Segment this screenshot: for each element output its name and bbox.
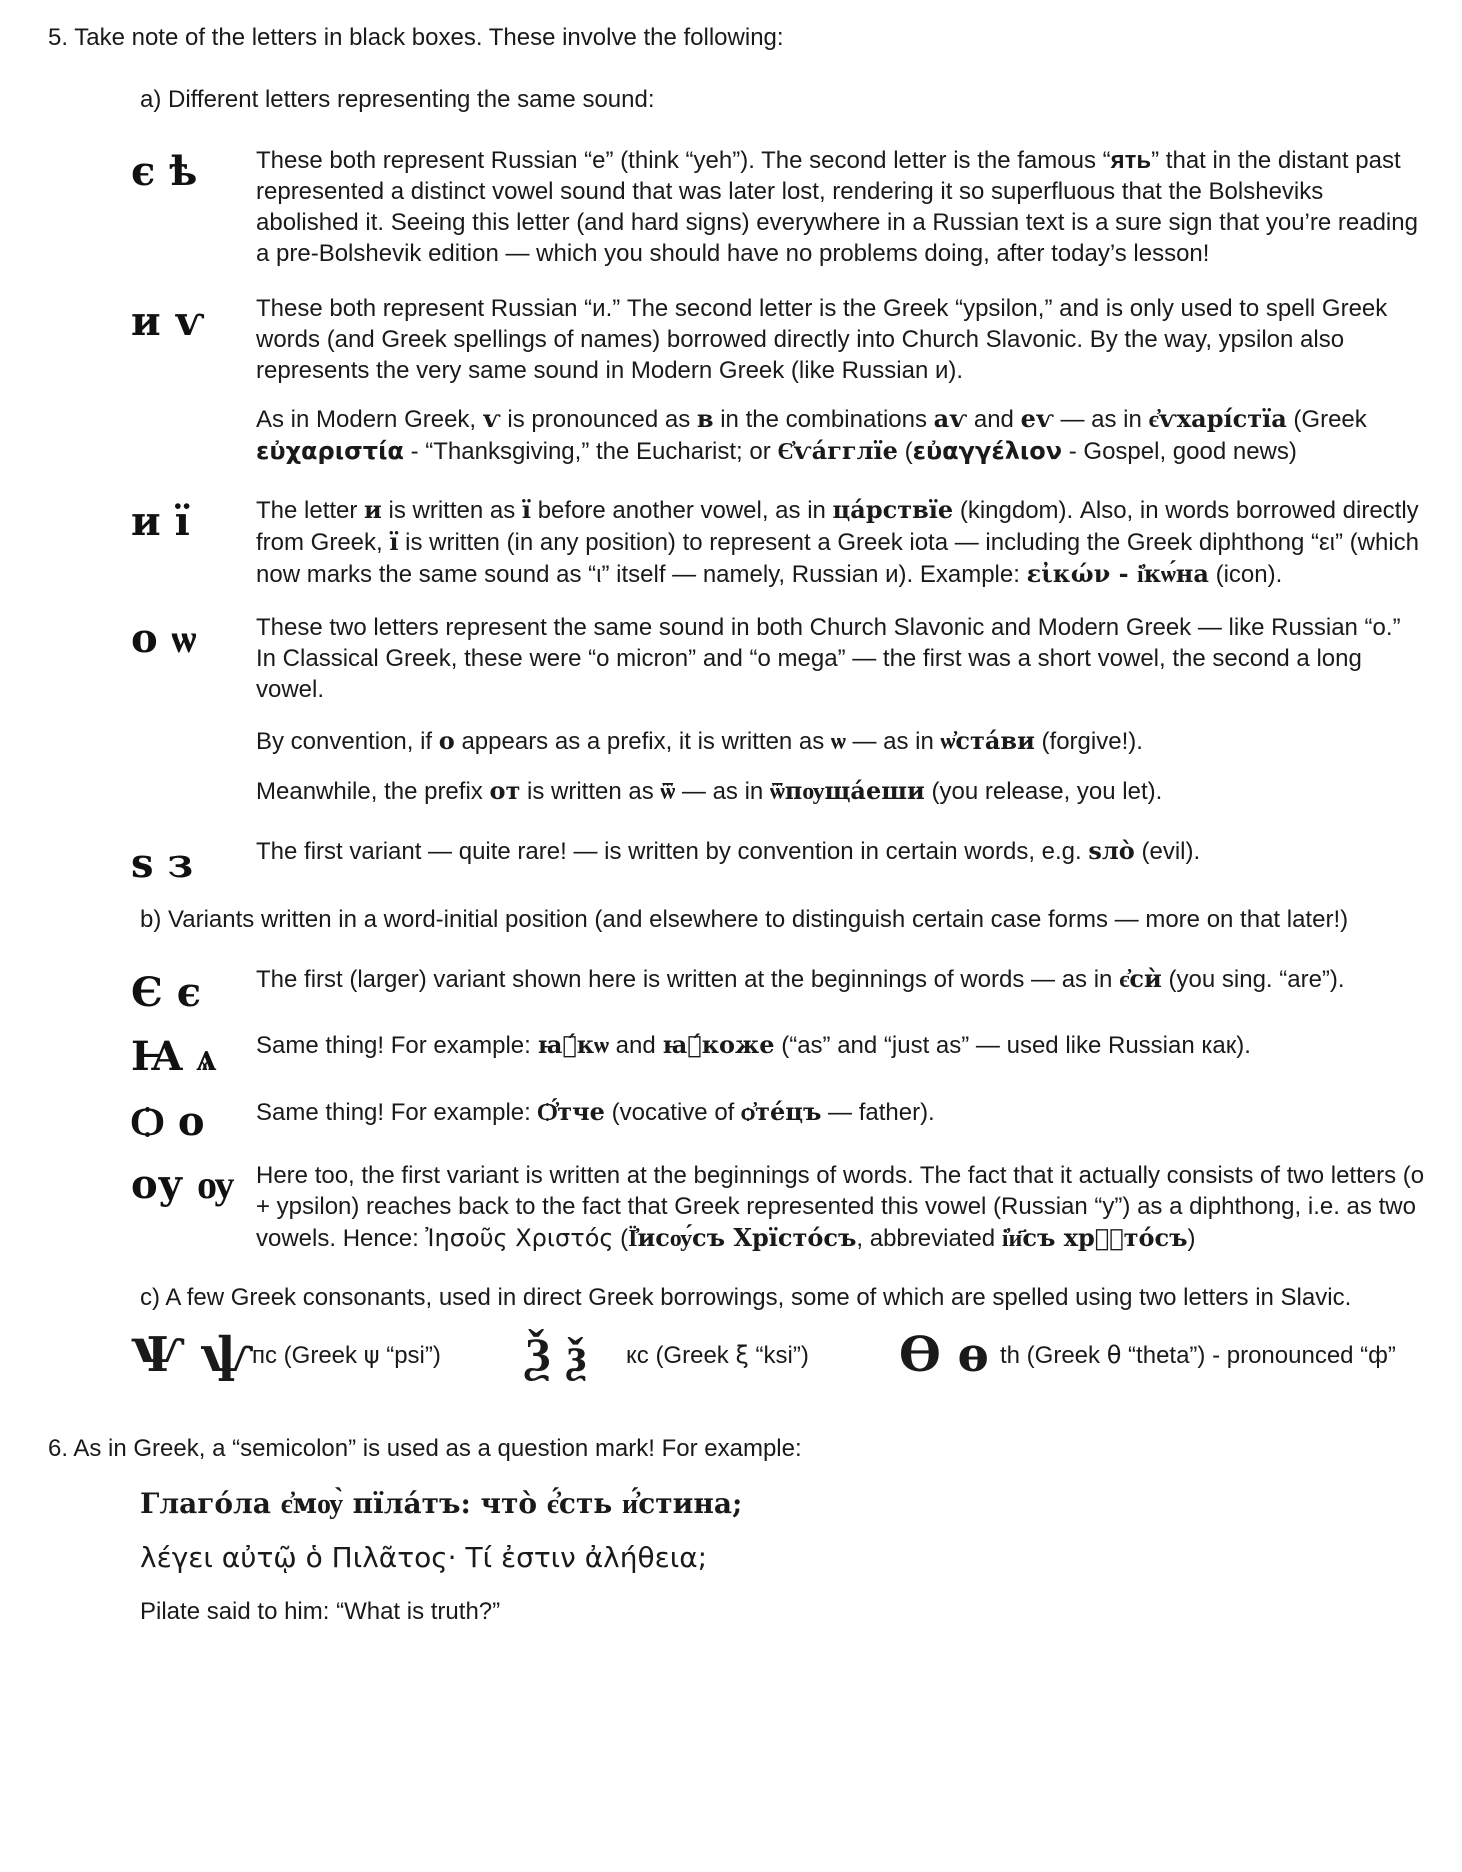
ot-prefix-note: Meanwhile, the prefix от is written as ѿ — as in ѿпѹща́еши (you release, you let). (256, 776, 1163, 805)
greek-example: λέγει αὐτῷ ὁ Πιλᾶτος· Τί ἐστιν ἀλήθεια; (140, 1541, 708, 1574)
omega-description: These two letters represent the same sound in both Church Slavonic and Modern Greek — like Russian “o.” In Classical Greek, these were “o micron” and “o mega” — the first was a short vowel, the second a long vowel. (256, 614, 1401, 703)
letter-pair-i-i-dot: и ї (131, 498, 190, 545)
letter-pair-o-variants: Ѻ о (131, 1098, 205, 1145)
letter-pair-ya-variants: Ꙗ ѧ (131, 1033, 217, 1080)
english-translation: Pilate said to him: “What is truth?” (140, 1598, 501, 1625)
letter-pair-zelo-ze: ѕ з (131, 840, 193, 887)
yat-description: These both represent Russian “e” (think “yeh”). The second letter is the famous “ять” that in the distant past represented a distinct vowel sound that was later lost, rendering it so superfluous that the Bolsheviks abolished it. Seeing this letter (and hard signs) everywhere in a Russian text is a sure sign that you’re reading a pre-Bolshevik edition — which you should have no problems doing, after today’s lesson! (256, 147, 1418, 267)
subsection-b-heading: b) Variants written in a word-initial position (and elsewhere to distinguish certain case forms — more on that later!) (140, 906, 1349, 933)
ya-variant-description: Same thing! For example: ꙗ҆́кѡ and ꙗ҆́коже (“as” and “just as” — used like Russian как). (256, 1030, 1251, 1059)
letter-pair-i-izhitsa: и ѵ (131, 298, 205, 345)
zelo-description: The first variant — quite rare! — is written by convention in certain words, e.g. ѕло̀ (evil). (256, 836, 1201, 865)
letter-pair-ksi: Ѯ ѯ (525, 1327, 587, 1383)
letter-pair-ye-variants: Є є (131, 969, 202, 1016)
slavonic-example: Глаго́ла є҆мѹ̀ пїла́тъ: что̀ є҆́сть и҆́стина; (140, 1487, 743, 1520)
ye-variant-description: The first (larger) variant shown here is written at the beginnings of words — as in є҆сѝ (you sing. “are”). (256, 964, 1345, 993)
subsection-c-heading: c) A few Greek consonants, used in direct Greek borrowings, some of which are spelled using two letters in Slavic. (140, 1284, 1352, 1311)
u-variant-description: Here too, the first variant is written at the beginnings of words. The fact that it actually consists of two letters (o + ypsilon) reaches back to the fact that Greek represented this vowel (Russian “y”) as a diphthong, i.e. as two vowels. Hence: Ἰησοῦς Χριστός (Ї҆исѹ́съ Хрїсто́съ, abbreviated і҆и҃съ хрⷭ҇то́съ) (256, 1162, 1425, 1252)
o-variant-description: Same thing! For example: Ѻ҆́тче (vocative of ѻ҆те́цъ — father). (256, 1097, 935, 1126)
psi-description: пс (Greek ψ “psi”) (252, 1341, 441, 1369)
section-5-heading: 5. Take note of the letters in black boxes. These involve the following: (48, 24, 784, 51)
i-dot-description: The letter и is written as ї before another vowel, as in ца́рствїе (kingdom). Also, in words borrowed directly from Greek, ї is written (in any position) to represent a Greek iota — including the Greek diphthong “ει” (which now marks the same sound as “ι” itself — namely, Russian и). Example: εἰκών - і҆кѡ́на (icon). (256, 495, 1419, 588)
subsection-a-heading: a) Different letters representing the same sound: (140, 86, 655, 113)
section-6-heading: 6. As in Greek, a “semicolon” is used as a question mark! For example: (48, 1435, 802, 1462)
letter-pair-theta: Ѳ ѳ (899, 1327, 989, 1383)
letter-pair-u-variants: оу ѹ (131, 1161, 235, 1208)
letter-pair-ye-yat: є ѣ (131, 148, 198, 195)
letter-pair-psi: Ѱ ѱ (131, 1327, 254, 1383)
omega-prefix-note: By convention, if о appears as a prefix, it is written as ѡ — as in ѡ҆ста́ви (forgive!). (256, 726, 1143, 755)
letter-pair-o-omega: о ѡ (131, 615, 197, 662)
izhitsa-description: These both represent Russian “и.” The second letter is the Greek “ypsilon,” and is only used to spell Greek words (and Greek spellings of names) borrowed directly into Church Slavonic. By the way, ypsilon also represents the very same sound in Modern Greek (like Russian и). (256, 295, 1388, 384)
izhitsa-pronunciation-note: As in Modern Greek, ѵ is pronounced as в in the combinations аѵ and еѵ — as in є҆ѵхарі́стїа (Greek εὐχαριστία - “Thanksgiving,” the Eucharist; or Є҆ѵа́гглїе (εὐαγγέλιον - Gospel, good news) (256, 404, 1367, 465)
theta-description: th (Greek θ “theta”) - pronounced “ф” (1000, 1341, 1396, 1369)
ksi-description: кс (Greek ξ “ksi”) (626, 1341, 809, 1369)
